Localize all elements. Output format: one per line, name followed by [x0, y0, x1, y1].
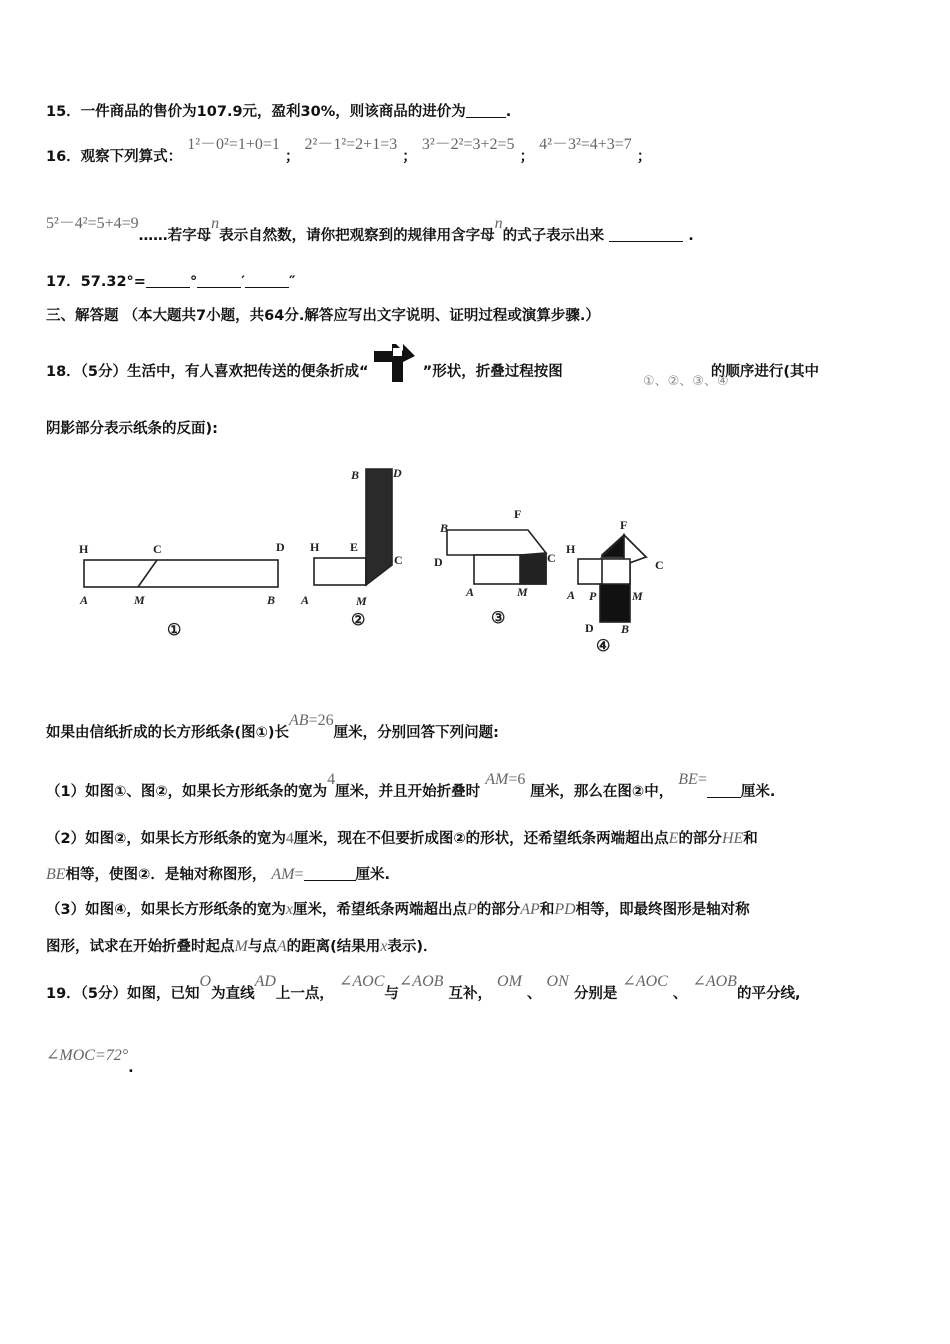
- svg-text:M: M: [134, 593, 145, 607]
- svg-text:M: M: [632, 589, 643, 603]
- svg-text:D: D: [276, 540, 285, 554]
- q18-2-blank[interactable]: [304, 866, 356, 881]
- svg-text:F: F: [514, 507, 522, 521]
- q16-expr-4: 4²－3²=4+3=7: [539, 136, 632, 153]
- question-18-intro-2: 阴影部分表示纸条的反面):: [46, 421, 218, 437]
- figure-1-caption: ①: [167, 622, 182, 639]
- svg-text:A: A: [466, 585, 475, 599]
- svg-text:A: A: [301, 593, 310, 607]
- svg-text:B: B: [440, 521, 449, 535]
- svg-text:C: C: [394, 553, 403, 567]
- q16-expr-3: 3²－2²=3+2=5: [421, 136, 515, 153]
- q17-blank-min[interactable]: [197, 273, 241, 288]
- svg-text:M: M: [517, 585, 528, 599]
- q18-steps: ①、②、③、④: [643, 374, 729, 389]
- q18-subquestion-3: （3）如图④，如果长方形纸条的宽为x厘米，希望纸条两端超出点P的部分AP和PD相等，即最终图形是轴对称: [46, 901, 750, 918]
- svg-text:B: B: [267, 593, 276, 607]
- question-17: 17．57.32°= ° ′ ″: [46, 274, 296, 290]
- question-19: 19．（5分）如图，已知O为直线AD上一点， ∠AOC与∠AOB 互补， OM 、 ON 分别是 ∠AOC 、 ∠AOB的平分线,: [46, 973, 801, 1002]
- svg-text:B: B: [351, 468, 360, 482]
- fold-shape-icon: [374, 356, 418, 376]
- q16-expr-5: 5²－4²=5+4=9: [46, 215, 139, 232]
- q15-text: 15．一件商品的售价为107.9元，盈利30%，则该商品的进价为: [46, 104, 466, 120]
- folding-figures: [0, 455, 950, 675]
- svg-text:H: H: [79, 542, 89, 556]
- svg-text:B: B: [621, 622, 630, 636]
- svg-text:H: H: [566, 542, 576, 556]
- q18-subquestion-3-cont: 图形，试求在开始折叠时起点M与点A的距离(结果用x表示)．: [46, 938, 438, 955]
- svg-text:C: C: [547, 551, 556, 565]
- svg-text:E: E: [350, 540, 359, 554]
- svg-text:A: A: [80, 593, 89, 607]
- svg-text:F: F: [620, 518, 628, 532]
- figure-3: [447, 530, 546, 584]
- question-19-cont: ∠MOC=72°.: [46, 1047, 134, 1076]
- svg-text:C: C: [153, 542, 162, 556]
- fold-shape-svg: [374, 342, 418, 384]
- q15-blank[interactable]: [466, 103, 506, 118]
- q16-expr-1: 1²－0²=1+0=1: [187, 136, 280, 153]
- svg-text:D: D: [434, 555, 443, 569]
- svg-text:C: C: [655, 558, 664, 572]
- question-15: 15．一件商品的售价为107.9元，盈利30%，则该商品的进价为 .: [46, 104, 512, 120]
- question-16-line2: 5²－4²=5+4=9……若字母n表示自然数，请你把观察到的规律用含字母n的式子表示出来 .: [46, 215, 694, 244]
- figure-2-caption: ②: [351, 612, 366, 629]
- svg-text:D: D: [585, 621, 594, 635]
- figure-2: [314, 469, 392, 585]
- q18-subquestion-2-cont: BE相等，使图②．是轴对称图形， AM= 厘米.: [46, 866, 391, 883]
- question-16-line1: 16．观察下列算式： 1²－0²=1+0=1 ； 2²－1²=2+1=3 ； 3²－2²=3+2=5 ； 4²－3²=4+3=7 ；: [46, 136, 652, 165]
- q16-expr-2: 2²－1²=2+1=3: [304, 136, 398, 153]
- q16-label: 16．观察下列算式：: [46, 149, 183, 165]
- q18-subquestion-2: （2）如图②，如果长方形纸条的宽为4厘米，现在不但要折成图②的形状，还希望纸条两端超出点E的部分HE和: [46, 830, 758, 847]
- q17-blank-sec[interactable]: [245, 273, 289, 288]
- q17-blank-deg[interactable]: [146, 273, 190, 288]
- q18-1-blank[interactable]: [707, 783, 741, 798]
- q18-paper-length: 如果由信纸折成的长方形纸条(图①)长AB=26厘米，分别回答下列问题:: [46, 712, 499, 741]
- q16-blank[interactable]: [609, 227, 683, 242]
- svg-text:M: M: [356, 594, 367, 608]
- svg-text:D: D: [393, 466, 402, 480]
- figure-3-caption: ③: [491, 610, 506, 627]
- figure-4-caption: ④: [596, 638, 611, 655]
- figure-4: [578, 535, 646, 622]
- question-18-intro: 18．（5分）生活中，有人喜欢把传送的便条折成“ ”形状，折叠过程按图 的顺序进行(其中: [46, 356, 819, 382]
- svg-text:P: P: [589, 589, 597, 603]
- section-3-heading: 三、解答题 （本大题共7小题，共64分.解答应写出文字说明、证明过程或演算步骤.）: [46, 308, 600, 324]
- figure-1: [84, 560, 278, 587]
- svg-text:A: A: [567, 588, 576, 602]
- svg-text:H: H: [310, 540, 320, 554]
- angle-moc: ∠MOC=72°: [46, 1047, 129, 1064]
- q18-subquestion-1: （1）如图①、图②，如果长方形纸条的宽为4厘米，并且开始折叠时 AM=6 厘米，那么在图②中， BE=厘米.: [46, 771, 776, 800]
